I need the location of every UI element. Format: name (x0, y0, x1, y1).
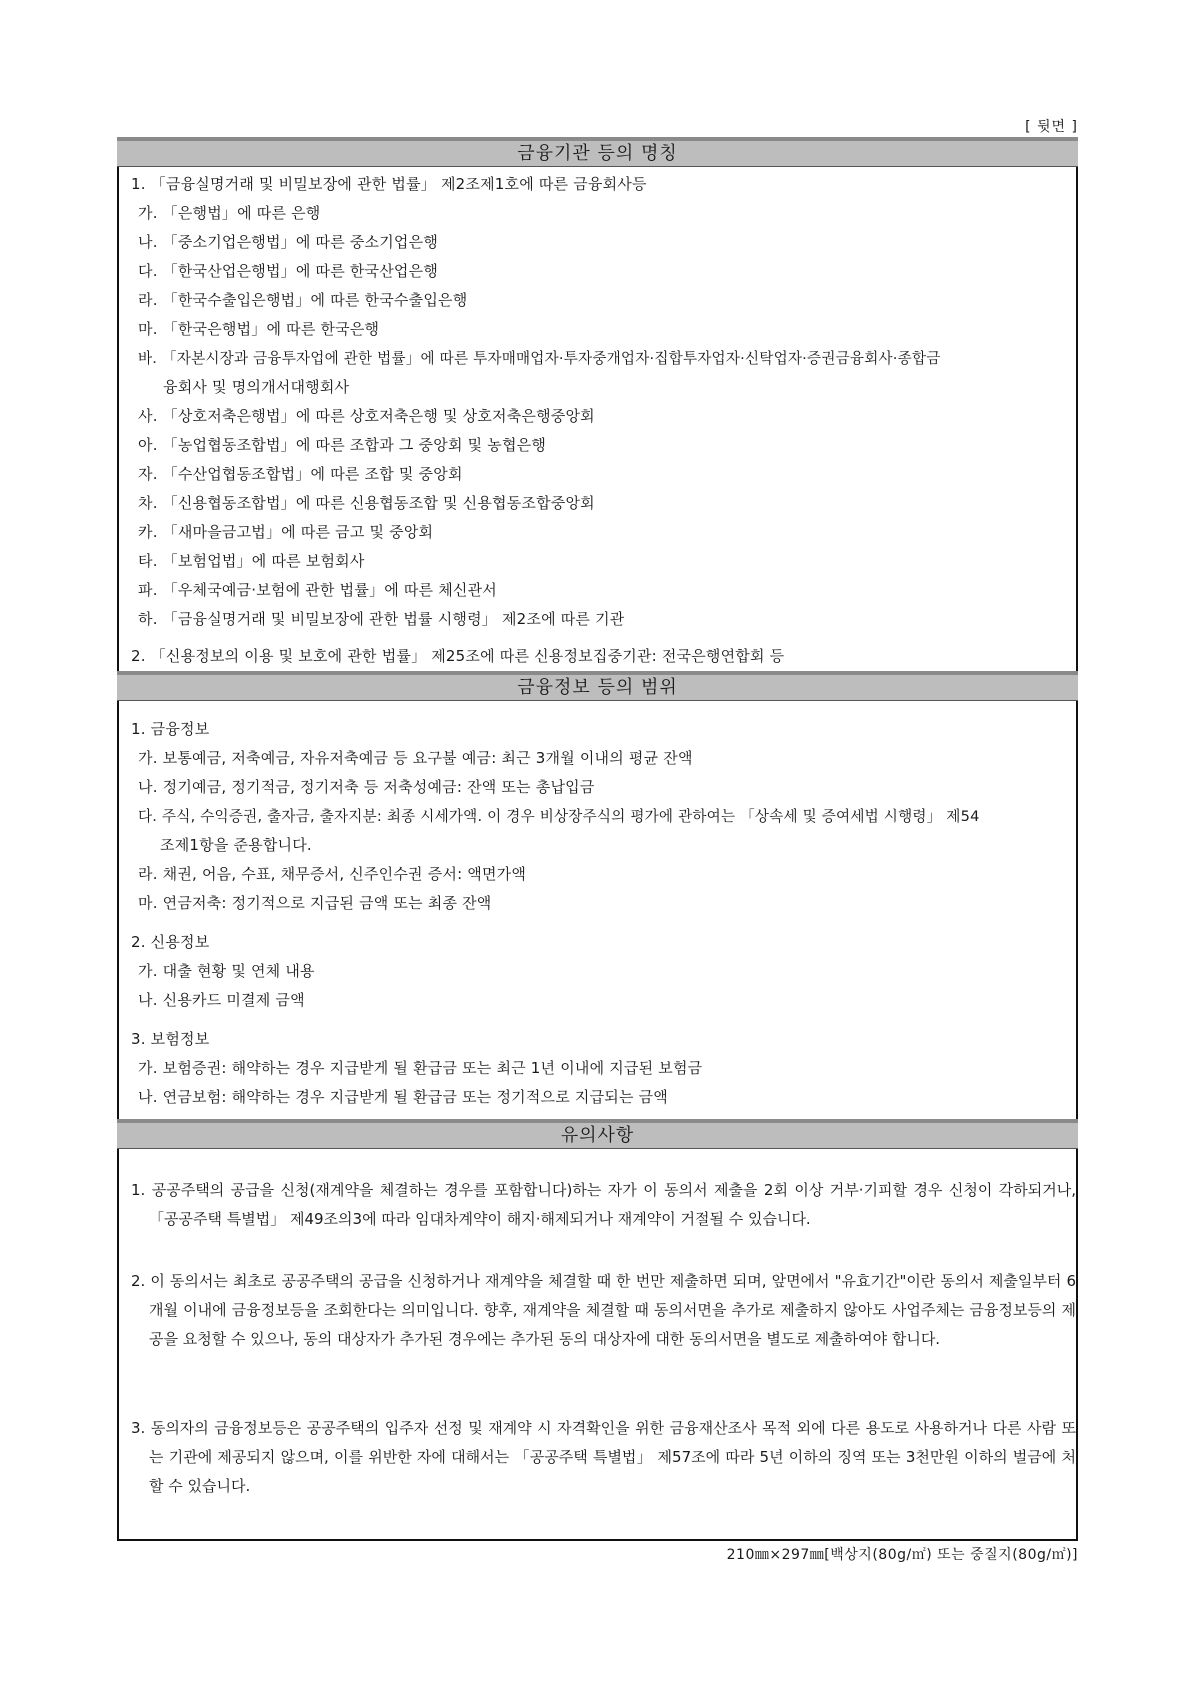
section-header-notes: 유의사항 (117, 1119, 1078, 1149)
list-item-continuation: 조제1항을 준용합니다. (160, 836, 312, 854)
list-item: 아. 「농업협동조합법」에 따른 조합과 그 중앙회 및 농협은행 (138, 436, 547, 454)
list-item: 파. 「우체국예금·보험에 관한 법률」에 따른 체신관서 (138, 581, 497, 599)
notice-paragraph (131, 1176, 1076, 1234)
notice-paragraph-text: 1. 공공주택의 공급을 신청(재계약을 체결하는 경우를 포함합니다)하는 자가 이 동의서 제출을 2회 이상 거부·기피할 경우 신청이 각하되거나, 「공공주택 특별법」 제49조의3에 따라 임대차계약이 해지·해제되거나 재계약이 거절될 수 있습니다. (131, 1181, 1076, 1228)
list-item: 카. 「새마을금고법」에 따른 금고 및 중앙회 (138, 523, 434, 541)
section-header-financial-info-scope: 금융정보 등의 범위 (117, 671, 1078, 701)
list-item: 마. 연금저축: 정기적으로 지급된 금액 또는 최종 잔액 (138, 894, 492, 912)
list-item: 라. 「한국수출입은행법」에 따른 한국수출입은행 (138, 291, 468, 309)
list-item: 라. 채권, 어음, 수표, 채무증서, 신주인수권 증서: 액면가액 (138, 865, 527, 883)
notice-paragraph (131, 1414, 1076, 1501)
list-item: 나. 연금보험: 해약하는 경우 지급받게 될 환급금 또는 정기적으로 지급되는 금액 (138, 1088, 668, 1106)
list-item: 나. 정기예금, 정기적금, 정기저축 등 저축성예금: 잔액 또는 총납입금 (138, 778, 595, 796)
list-item: 가. 「은행법」에 따른 은행 (138, 204, 321, 222)
list-item: 2. 신용정보 (131, 933, 210, 951)
notice-paragraph-text: 2. 이 동의서는 최초로 공공주택의 공급을 신청하거나 재계약을 체결할 때 한 번만 제출하면 되며, 앞면에서 "유효기간"이란 동의서 제출일부터 6개월 이내에 금융정보등을 조회한다는 의미입니다. 향후, 재계약을 체결할 때 동의서면을 추가로 제출하지 않아도 사업주체는 금융정보등의 제공을 요청할 수 있으나, 동의 대상자가 추가된 경우에는 추가된 동의 대상자에 대한 동의서면을 별도로 제출하여야 합니다. (131, 1272, 1076, 1348)
list-item: 차. 「신용협동조합법」에 따른 신용협동조합 및 신용협동조합중앙회 (138, 494, 595, 512)
list-item: 타. 「보험업법」에 따른 보험회사 (138, 552, 365, 570)
list-item: 가. 보통예금, 저축예금, 자유저축예금 등 요구불 예금: 최근 3개월 이내의 평균 잔액 (138, 749, 693, 767)
list-item: 1. 금융정보 (131, 720, 210, 738)
bottom-rule (117, 1539, 1078, 1541)
list-item: 나. 신용카드 미결제 금액 (138, 991, 305, 1009)
section-header-financial-institutions: 금융기관 등의 명칭 (117, 137, 1078, 167)
list-item: 하. 「금융실명거래 및 비밀보장에 관한 법률 시행령」 제2조에 따른 기관 (138, 610, 625, 628)
list-item: 마. 「한국은행법」에 따른 한국은행 (138, 320, 380, 338)
list-item: 나. 「중소기업은행법」에 따른 중소기업은행 (138, 233, 439, 251)
notice-paragraph (131, 1267, 1076, 1354)
list-item: 3. 보험정보 (131, 1030, 210, 1048)
list-item: 2. 「신용정보의 이용 및 보호에 관한 법률」 제25조에 따른 신용정보집중기관: 전국은행연합회 등 (131, 647, 785, 665)
list-item: 다. 주식, 수익증권, 출자금, 출자지분: 최종 시세가액. 이 경우 비상장주식의 평가에 관하여는 「상속세 및 증여세법 시행령」 제54 (138, 808, 980, 825)
list-item: 가. 보험증권: 해약하는 경우 지급받게 될 환급금 또는 최근 1년 이내에 지급된 보험금 (138, 1059, 703, 1077)
list-item: 가. 대출 현황 및 연체 내용 (138, 962, 315, 980)
list-item: 사. 「상호저축은행법」에 따른 상호저축은행 및 상호저축은행중앙회 (138, 407, 595, 425)
list-item: 바. 「자본시장과 금융투자업에 관한 법률」에 따른 투자매매업자·투자중개업자·집합투자업자·신탁업자·증권금융회사·종합금 (138, 350, 941, 367)
page-side-label: [ 뒷면 ] (1025, 119, 1078, 135)
list-item: 자. 「수산업협동조합법」에 따른 조합 및 중앙회 (138, 465, 463, 483)
notice-paragraph-text: 3. 동의자의 금융정보등은 공공주택의 입주자 선정 및 재계약 시 자격확인을 위한 금융재산조사 목적 외에 다른 용도로 사용하거나 다른 사람 또는 기관에 제공되지 않으며, 이를 위반한 자에 대해서는 「공공주택 특별법」 제57조에 따라 5년 이하의 징역 또는 3천만원 이하의 벌금에 처할 수 있습니다. (131, 1419, 1076, 1495)
list-item-continuation: 융회사 및 명의개서대행회사 (163, 378, 350, 396)
list-item: 1. 「금융실명거래 및 비밀보장에 관한 법률」 제2조제1호에 따른 금융회사등 (131, 175, 647, 193)
list-item: 다. 「한국산업은행법」에 따른 한국산업은행 (138, 262, 439, 280)
paper-spec-note: 210㎜×297㎜[백상지(80g/㎡) 또는 중질지(80g/㎡)] (726, 1547, 1078, 1563)
